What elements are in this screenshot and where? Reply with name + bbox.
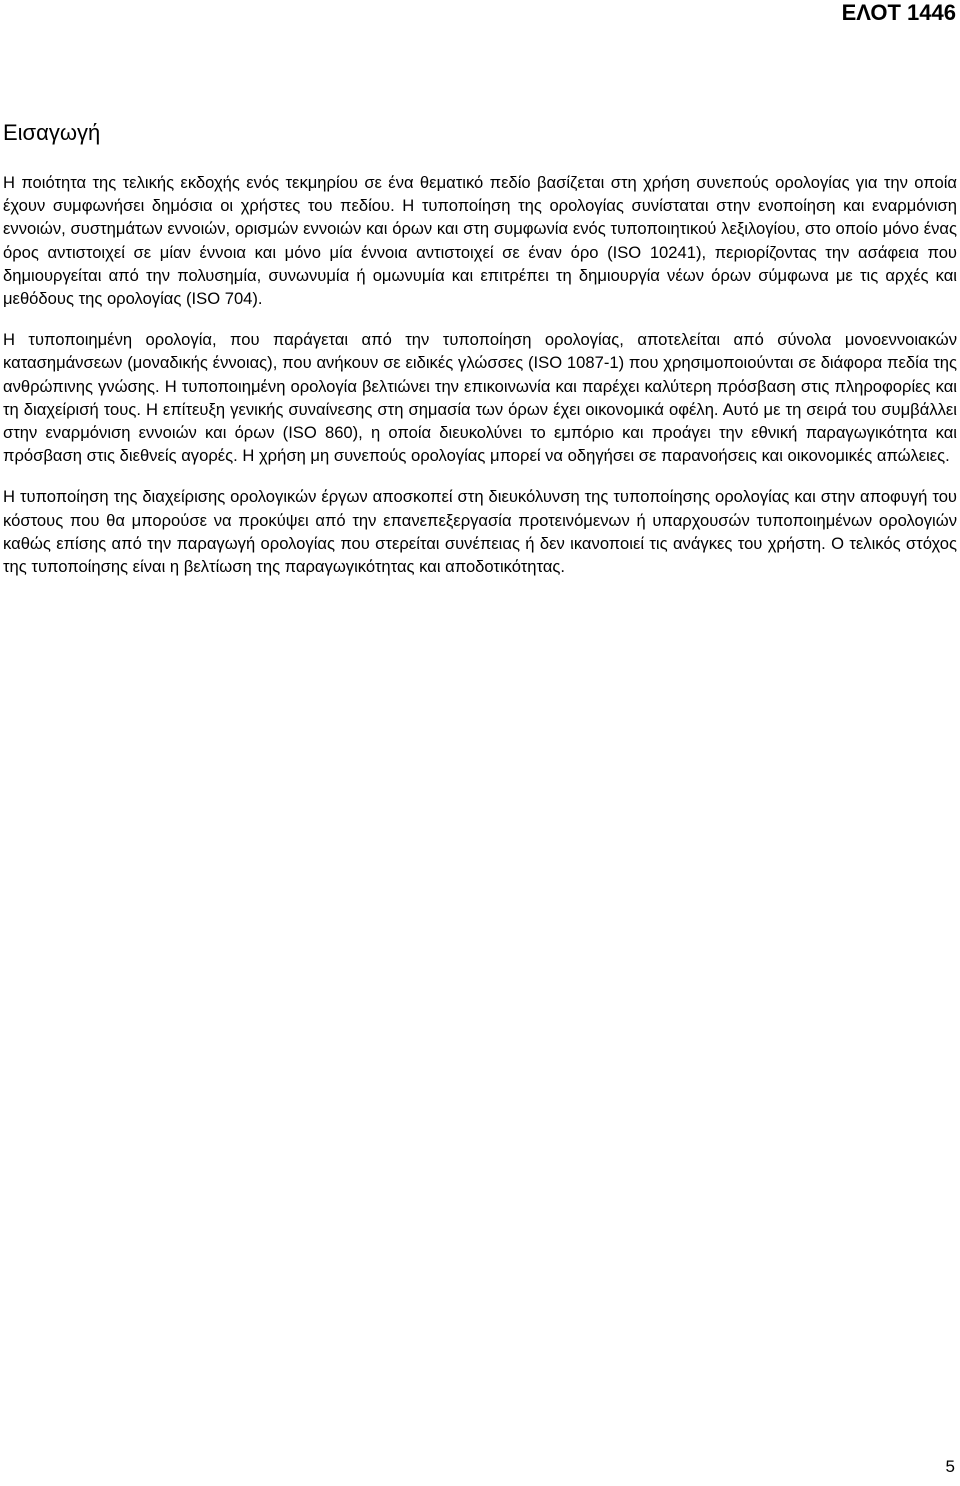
- section-title: Εισαγωγή: [3, 120, 101, 145]
- document-header-title: ΕΛΟΤ 1446: [841, 0, 956, 25]
- paragraph-1: Η ποιότητα της τελικής εκδοχής ενός τεκμηρίου σε ένα θεματικό πεδίο βασίζεται στη χρήση συνεπούς ορολογίας για την οποία έχουν συμφωνήσει δημόσια οι χρήστες του πεδίου. Η τυποποίηση της ορολογίας συνίσταται στην ενοποίηση και εναρμόνιση εννοιών, συστημάτων εννοιών, ορισμών εννοιών και όρων και στη συμφωνία ενός τυποποιητικού λεξιλογίου, στο οποίο μόνο ένας όρος αντιστοιχεί σε μίαν έννοια και μόνο μία έννοια αντιστοιχεί σε έναν όρο (ISO 10241), περιορίζοντας την ασάφεια που δημιουργείται από την πολυσημία, συνωνυμία ή ομωνυμία και επιτρέπει τη δημιουργία νέων όρων σύμφωνα με τις αρχές και μεθόδους της ορολογίας (ISO 704).: [3, 173, 957, 309]
- page-number: 5: [945, 1457, 955, 1476]
- paragraph-2: Η τυποποιημένη ορολογία, που παράγεται από την τυποποίηση ορολογίας, αποτελείται από σύνολα μονοεννοιακών κατασημάνσεων (μοναδικής έννοιας), που ανήκουν σε ειδικές γλώσσες (ISO 1087-1) που χρησιμοποιούνται σε διάφορα πεδία της ανθρώπινης γνώσης. Η τυποποιημένη ορολογία βελτιώνει την επικοινωνία και παρέχει καλύτερη πρόσβαση στις πληροφορίες και τη διαχείρισή τους. Η επίτευξη γενικής συναίνεσης στη σημασία των όρων έχει οικονομικά οφέλη. Αυτό με τη σειρά του συμβάλλει στην εναρμόνιση εννοιών και όρων (ISO 860), η οποία διευκολύνει το εμπόριο και προάγει την εθνική παραγωγικότητα και πρόσβαση στις διεθνείς αγορές. Η χρήση μη συνεπούς ορολογίας μπορεί να οδηγήσει σε παρανοήσεις και οικονομικές απώλειες.: [3, 330, 957, 466]
- paragraph-3: Η τυποποίηση της διαχείρισης ορολογικών έργων αποσκοπεί στη διευκόλυνση της τυποποίησης ορολογίας και στην αποφυγή του κόστους που θα μπορούσε να προκύψει από την επανεπεξεργασία προτεινόμενων ή υπαρχουσών τυποποιημένων ορολογιών καθώς επίσης από την παραγωγή ορολογίας που στερείται συνέπειας ή δεν ικανοποιεί τις ανάγκες του χρήστη. Ο τελικός στόχος της τυποποίησης είναι η βελτίωση της παραγωγικότητας και αποδοτικότητας.: [3, 487, 957, 577]
- section-body: [3, 171, 957, 596]
